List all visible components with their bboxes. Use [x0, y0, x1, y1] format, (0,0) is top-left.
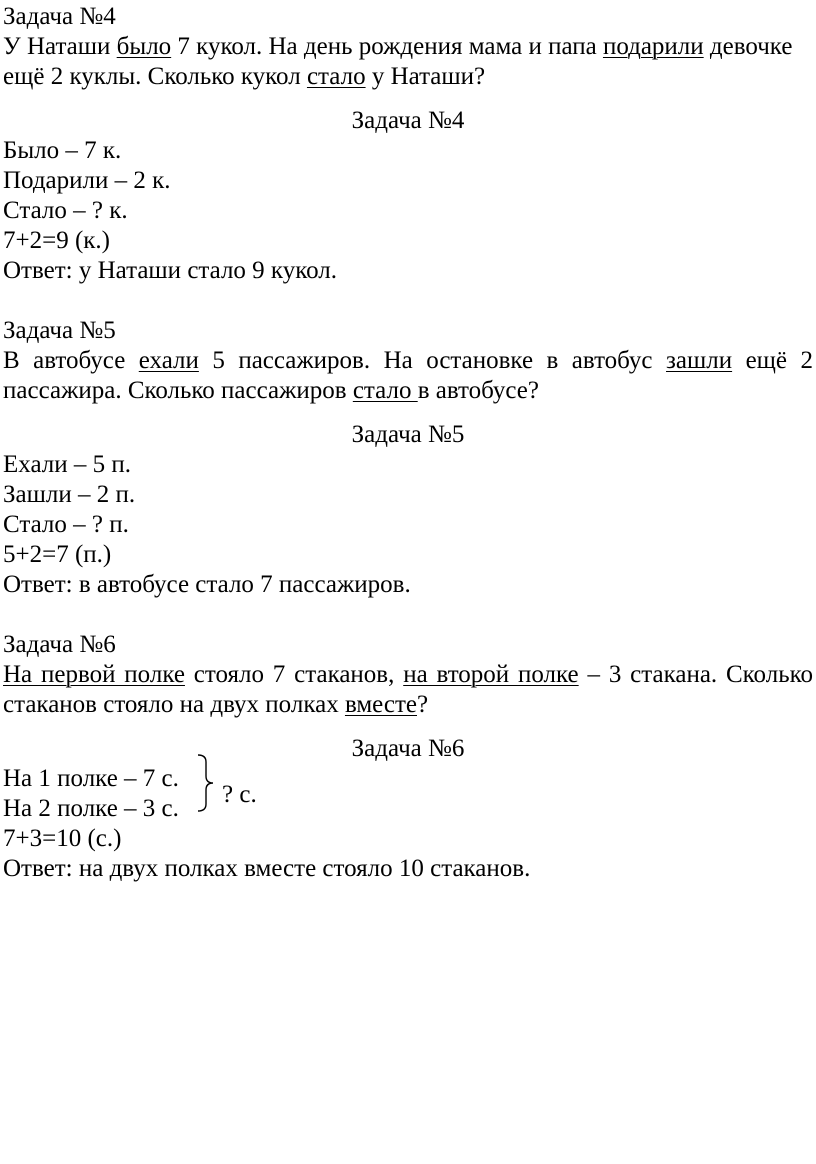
task5-heading: Задача №5: [3, 317, 116, 344]
task5-solution-line: Зашли – 2 п.: [3, 481, 136, 508]
task4-condition-line1: У Наташи было 7 кукол. На день рождения мама и папа подарили девочке: [3, 33, 793, 60]
task6-brace-label: ? с.: [222, 781, 257, 808]
task4-solution-heading: Задача №4: [351, 107, 465, 134]
task5-underlined-zashli: зашли: [666, 347, 733, 374]
task4-underlined-stalo: стало: [306, 63, 366, 90]
task6-condition-line1: На первой полке стояло 7 стаканов, на второй полке – 3 стакана. Сколько: [3, 661, 813, 688]
task6-underlined-second-shelf: на второй полке: [403, 661, 579, 688]
task6-underlined-together: вместе: [344, 691, 417, 718]
task6-underlined-first-shelf: На первой полке: [3, 661, 185, 688]
task6-answer: Ответ: на двух полках вместе стояло 10 стаканов.: [3, 855, 531, 882]
task5-condition-line1: В автобусе ехали 5 пассажиров. На остановке в автобус зашли ещё 2: [3, 347, 813, 374]
task4-solution-line: Было – 7 к.: [3, 137, 122, 164]
task4-answer: Ответ: у Наташи стало 9 кукол.: [3, 257, 337, 284]
task6-solution-line: На 2 полке – 3 с.: [3, 795, 179, 822]
task4-heading: Задача №4: [3, 3, 116, 30]
task5-solution-heading: Задача №5: [351, 421, 465, 448]
task4-solution-line: Стало – ? к.: [3, 197, 128, 224]
task4-solution-line: Подарили – 2 к.: [3, 167, 171, 194]
task6-heading: Задача №6: [3, 631, 116, 658]
task6-condition-line2: стаканов стояло на двух полках вместе?: [3, 691, 429, 718]
task5-solution-line: Ехали – 5 п.: [3, 451, 131, 478]
task4-underlined-podarili: подарили: [602, 33, 704, 60]
task5-underlined-stalo: стало: [352, 377, 418, 404]
task5-answer: Ответ: в автобусе стало 7 пассажиров.: [3, 571, 411, 598]
task4-condition-line2: ещё 2 куклы. Сколько кукол стало у Наташи?: [3, 63, 486, 90]
task5-solution-line: Стало – ? п.: [3, 511, 129, 538]
task5-underlined-ekhali: ехали: [138, 347, 199, 374]
task6-solution-heading: Задача №6: [351, 735, 465, 762]
task6-solution-line: 7+3=10 (с.): [3, 825, 122, 852]
task5-condition-line2: пассажира. Сколько пассажиров стало в автобусе?: [3, 377, 539, 404]
task6-solution-line: На 1 полке – 7 с.: [3, 765, 179, 792]
task4-underlined-bylo: было: [116, 33, 172, 60]
task5-solution-line: 5+2=7 (п.): [3, 541, 112, 568]
task4-solution-line: 7+2=9 (к.): [3, 227, 110, 254]
